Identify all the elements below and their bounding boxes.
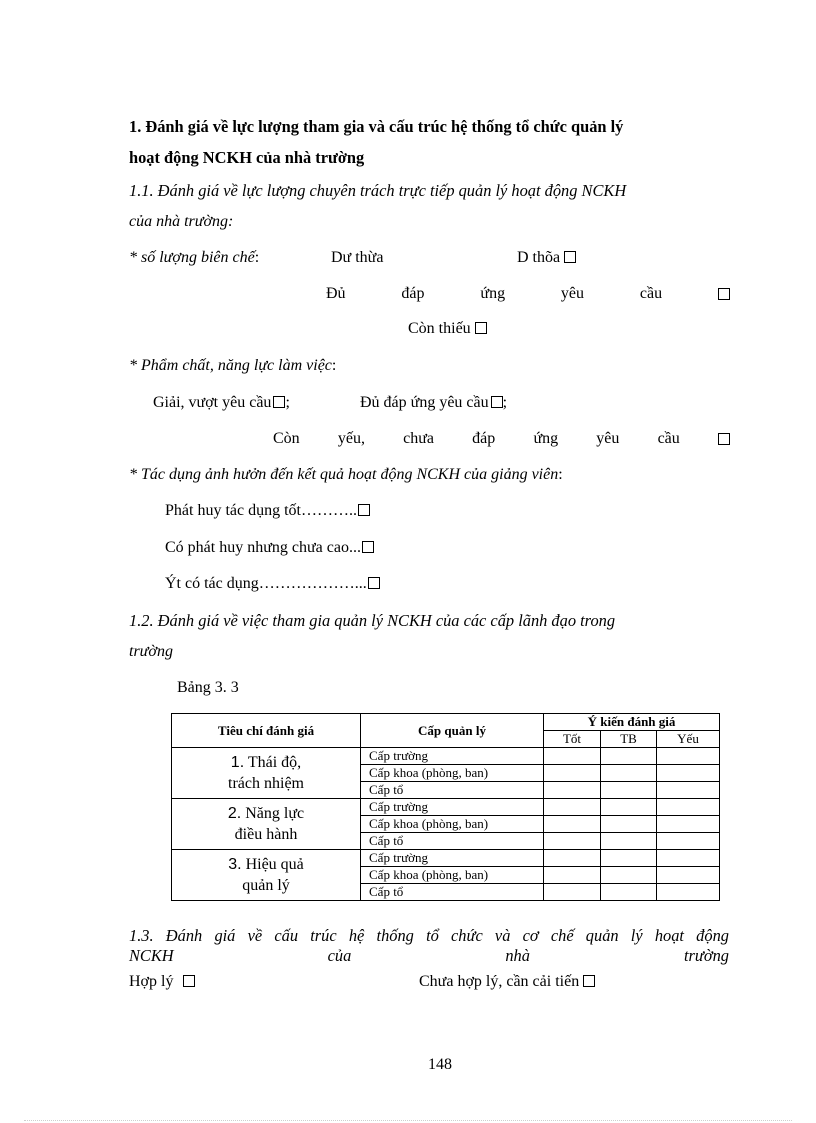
table-row [172,748,720,765]
staffing-label: * số lượng biên chế: [129,249,260,266]
level-cell: Cấp khoa (phòng, ban) [361,765,544,782]
page-border-dots [24,1120,792,1121]
rating-cell[interactable] [657,799,720,816]
level-cell: Cấp trường [361,748,544,765]
rating-cell[interactable] [657,748,720,765]
option-partial: Có phát huy nhưng chưa cao... [165,539,374,557]
header-weak: Yếu [657,731,720,748]
rating-cell[interactable] [601,799,657,816]
checkbox[interactable] [718,288,730,300]
header-average: TB [601,731,657,748]
checkbox[interactable] [491,396,503,408]
option-sufficient: Đủ đáp ứng yêu cầu [326,285,730,303]
header-level: Cấp quản lý [361,714,544,748]
subsection-1-2-line2: trường [129,643,173,660]
checkbox[interactable] [183,975,195,987]
rating-cell[interactable] [544,782,601,799]
checkbox[interactable] [362,541,374,553]
quality-label: * Phẩm chất, năng lực làm việc: [129,357,337,374]
rating-cell[interactable] [657,816,720,833]
rating-cell[interactable] [657,833,720,850]
rating-cell[interactable] [544,765,601,782]
section-heading-line2: hoạt động NCKH của nhà trường [129,148,365,167]
rating-cell[interactable] [657,782,720,799]
rating-cell[interactable] [544,867,601,884]
option-reasonable: Hợp lý [129,973,195,991]
rating-cell[interactable] [601,867,657,884]
rating-cell[interactable] [657,765,720,782]
option-little: Ýt có tác dụng………………... [165,575,380,593]
option-shortage: Còn thiếu [408,320,487,338]
rating-cell[interactable] [544,850,601,867]
checkbox[interactable] [368,577,380,589]
header-opinion: Ý kiến đánh giá [544,714,720,731]
level-cell: Cấp khoa (phòng, ban) [361,816,544,833]
rating-cell[interactable] [657,850,720,867]
checkbox[interactable] [564,251,576,263]
table-row [172,850,720,867]
rating-cell[interactable] [657,884,720,901]
rating-cell[interactable] [601,765,657,782]
level-cell: Cấp tổ [361,884,544,901]
rating-cell[interactable] [601,782,657,799]
checkbox[interactable] [273,396,285,408]
subsection-1-1-line2: của nhà trường: [129,213,234,230]
option-surplus: Dư thừa [331,249,384,266]
rating-cell[interactable] [601,833,657,850]
rating-cell[interactable] [601,748,657,765]
header-criteria: Tiêu chí đánh giá [172,714,361,748]
rating-cell[interactable] [601,850,657,867]
option-effective: Phát huy tác dụng tốt……….. [165,502,370,520]
level-cell: Cấp tổ [361,782,544,799]
criteria-effectiveness: 3. Hiệu quả quản lý [172,850,361,901]
option-meets: Đủ đáp ứng yêu cầu ; [360,394,508,411]
subsection-1-3-line2: NCKH của nhà trường [129,946,729,965]
subsection-1-1-line1: 1.1. Đánh giá về lực lượng chuyên trách trực tiếp quản lý hoạt động NCKH [129,181,627,200]
option-good: Giải, vượt yêu cầu ; [153,394,290,411]
level-cell: Cấp trường [361,850,544,867]
rating-cell[interactable] [657,867,720,884]
subsection-1-2-line1: 1.2. Đánh giá về việc tham gia quản lý NCKH của các cấp lãnh đạo trong [129,611,616,630]
criteria-attitude: 1. Thái độ, trách nhiệm [172,748,361,799]
rating-cell[interactable] [544,884,601,901]
checkbox[interactable] [583,975,595,987]
level-cell: Cấp khoa (phòng, ban) [361,867,544,884]
option-d-thoa: D thõa [517,249,576,267]
impact-label: * Tác dụng ảnh hưởn đến kết quả hoạt động NCKH của giảng viên: [129,466,563,483]
option-needs-improvement: Chưa hợp lý, cần cải tiến [419,973,595,991]
checkbox[interactable] [718,433,730,445]
section-heading-line1: 1. Đánh giá về lực lượng tham gia và cấu trúc hệ thống tổ chức quản lý [129,117,624,136]
option-weak: Còn yếu, chưa đáp ứng yêu cầu [273,430,730,448]
page-number: 148 [428,1056,452,1073]
table-row [172,799,720,816]
rating-cell[interactable] [601,816,657,833]
rating-cell[interactable] [544,748,601,765]
header-good: Tốt [544,731,601,748]
criteria-capability: 2. Năng lực điều hành [172,799,361,850]
rating-cell[interactable] [544,833,601,850]
subsection-1-3-line1: 1.3. Đánh giá về cấu trúc hệ thống tổ chức và cơ chế quản lý hoạt động [129,926,729,945]
rating-cell[interactable] [601,884,657,901]
checkbox[interactable] [358,504,370,516]
table-caption: Bảng 3. 3 [177,679,239,696]
rating-cell[interactable] [544,816,601,833]
checkbox[interactable] [475,322,487,334]
evaluation-table [171,713,720,901]
rating-cell[interactable] [544,799,601,816]
level-cell: Cấp tổ [361,833,544,850]
level-cell: Cấp trường [361,799,544,816]
